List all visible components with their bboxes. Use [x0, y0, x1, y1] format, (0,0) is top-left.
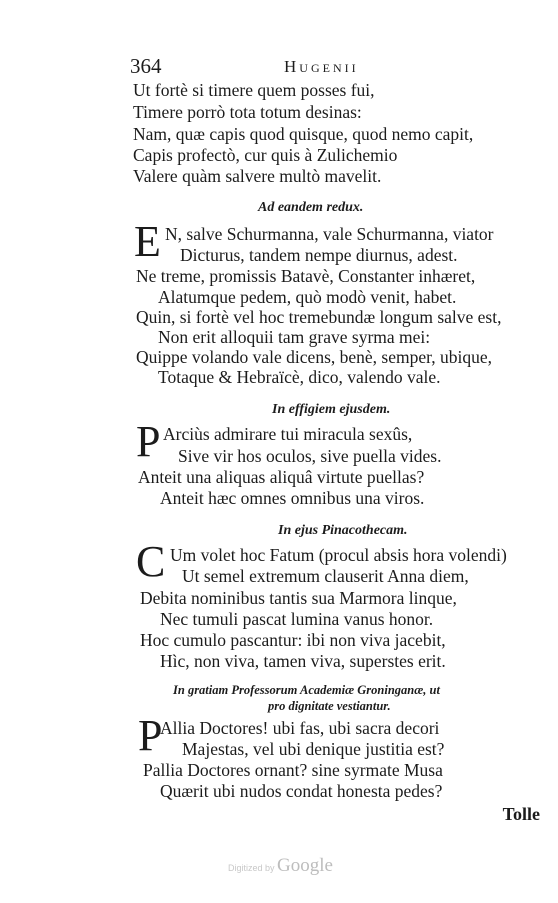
- verse-line: Non erit alloquii tam grave syrma mei:: [158, 327, 431, 347]
- verse-line: Dicturus, tandem nempe diurnus, adest.: [180, 245, 458, 265]
- poem-title: In effigiem ejusdem.: [272, 402, 391, 417]
- verse-line: Quin, si fortè vel hoc tremebundæ longum salve est,: [136, 307, 502, 327]
- drop-cap: C: [136, 537, 166, 586]
- verse-line: Nec tumuli pascat lumina vanus honor.: [160, 609, 434, 629]
- drop-cap: P: [138, 711, 163, 760]
- verse-line: N, salve Schurmanna, vale Schurmanna, viator: [165, 224, 494, 244]
- poem-title: Ad eandem redux.: [258, 200, 364, 215]
- verse-line: Timere porrò tota totum desinas:: [133, 102, 362, 122]
- drop-cap: P: [136, 417, 161, 466]
- verse-line: Capis profectò, cur quis à Zulichemio: [133, 145, 398, 165]
- verse-line: Quærit ubi nudos condat honesta pedes?: [160, 781, 443, 801]
- verse-line: Ne treme, promissis Batavè, Constanter inhæret,: [136, 266, 476, 286]
- verse-line: Quippe volando vale dicens, benè, semper, ubique,: [136, 347, 492, 367]
- verse-line: Sive vir hos oculos, sive puella vides.: [178, 446, 442, 466]
- verse-line: Hoc cumulo pascantur: ibi non viva jacebit,: [140, 630, 446, 650]
- verse-line: Hìc, non viva, tamen viva, superstes erit.: [160, 651, 446, 671]
- verse-line: Ut semel extremum clauserit Anna diem,: [182, 566, 469, 586]
- verse-line: Nam, quæ capis quod quisque, quod nemo capit,: [133, 124, 474, 144]
- verse-line: Pallia Doctores ornant? sine syrmate Musa: [143, 760, 443, 780]
- verse-line: Anteit hæc omnes omnibus una viros.: [160, 488, 425, 508]
- verse-line: Arciùs admirare tui miracula sexûs,: [163, 424, 413, 444]
- verse-line: Anteit una aliquas aliquâ virtute puellas?: [138, 467, 425, 487]
- poem-title-continued: pro dignitate vestiantur.: [268, 699, 391, 713]
- running-head: Hugenii: [284, 57, 359, 76]
- verse-line: Ut fortè si timere quem posses fui,: [133, 80, 375, 100]
- verse-line: Valere quàm salvere multò mavelit.: [133, 166, 382, 186]
- verse-line: Alatumque pedem, quò modò venit, habet.: [158, 287, 457, 307]
- verse-line: Um volet hoc Fatum (procul absis hora volendi): [170, 545, 507, 565]
- verse-line: Totaque & Hebraïcè, dico, valendo vale.: [158, 367, 441, 387]
- verse-line: Debita nominibus tantis sua Marmora linque,: [140, 588, 457, 608]
- drop-cap: E: [134, 217, 161, 266]
- poem-title: In gratiam Professorum Academiæ Groninganæ, ut: [173, 683, 440, 697]
- verse-line: Majestas, vel ubi denique justitia est?: [182, 739, 445, 759]
- verse-line: Allia Doctores! ubi fas, ubi sacra decori: [160, 718, 440, 738]
- catchword: Tolle: [502, 804, 540, 824]
- digitizer-watermark: [228, 855, 333, 877]
- poem-title: In ejus Pinacothecam.: [278, 523, 408, 538]
- page-number: 364: [130, 54, 162, 78]
- google-logo: Google: [277, 855, 333, 876]
- watermark-prefix: Digitized by: [228, 863, 275, 873]
